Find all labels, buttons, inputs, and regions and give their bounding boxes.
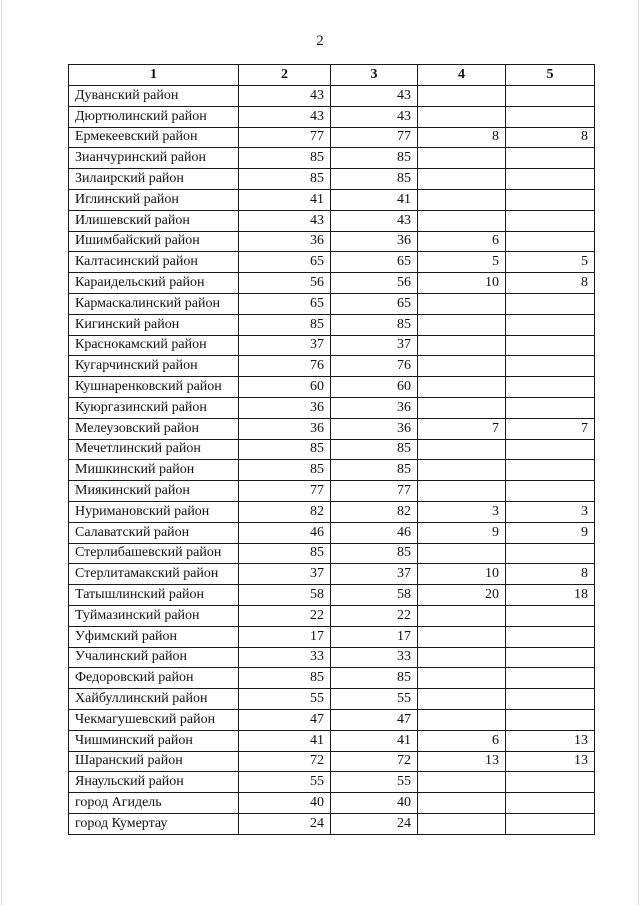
district-table — [68, 64, 595, 835]
table-row — [69, 210, 595, 231]
value-cell-col-4: 20 — [418, 585, 506, 606]
district-name-cell: Ишимбайский район — [69, 231, 239, 252]
value-cell-col-2: 85 — [239, 543, 331, 564]
district-name-cell: Учалинский район — [69, 647, 239, 668]
value-cell-col-3: 85 — [331, 460, 418, 481]
value-cell-col-3: 40 — [331, 793, 418, 814]
value-cell-col-5: 13 — [506, 751, 595, 772]
table-row — [69, 314, 595, 335]
value-cell-col-3: 77 — [331, 481, 418, 502]
value-cell-col-2: 47 — [239, 709, 331, 730]
value-cell-col-5: 5 — [506, 252, 595, 273]
value-cell-col-3: 33 — [331, 647, 418, 668]
value-cell-col-5 — [506, 189, 595, 210]
district-name-cell: Янаульский район — [69, 772, 239, 793]
table-row — [69, 418, 595, 439]
value-cell-col-2: 36 — [239, 397, 331, 418]
value-cell-col-2: 85 — [239, 439, 331, 460]
value-cell-col-2: 43 — [239, 106, 331, 127]
district-name-cell: Стерлитамакский район — [69, 564, 239, 585]
value-cell-col-4 — [418, 772, 506, 793]
value-cell-col-3: 41 — [331, 730, 418, 751]
value-cell-col-4 — [418, 377, 506, 398]
value-cell-col-3: 85 — [331, 439, 418, 460]
table-row — [69, 439, 595, 460]
value-cell-col-4 — [418, 813, 506, 834]
value-cell-col-2: 85 — [239, 314, 331, 335]
district-name-cell: Дуванский район — [69, 86, 239, 107]
value-cell-col-5 — [506, 793, 595, 814]
value-cell-col-5: 8 — [506, 127, 595, 148]
table-row — [69, 605, 595, 626]
table-row — [69, 189, 595, 210]
value-cell-col-2: 22 — [239, 605, 331, 626]
district-name-cell: Федоровский район — [69, 668, 239, 689]
value-cell-col-3: 77 — [331, 127, 418, 148]
district-name-cell: Шаранский район — [69, 751, 239, 772]
value-cell-col-4: 13 — [418, 751, 506, 772]
value-cell-col-2: 41 — [239, 189, 331, 210]
table-row — [69, 252, 595, 273]
value-cell-col-5 — [506, 543, 595, 564]
value-cell-col-4 — [418, 689, 506, 710]
value-cell-col-4: 3 — [418, 501, 506, 522]
district-name-cell: Мишкинский район — [69, 460, 239, 481]
value-cell-col-4 — [418, 626, 506, 647]
table-row — [69, 377, 595, 398]
scan-edge-left — [1, 0, 2, 905]
value-cell-col-3: 65 — [331, 252, 418, 273]
value-cell-col-2: 60 — [239, 377, 331, 398]
value-cell-col-4: 7 — [418, 418, 506, 439]
district-name-cell: Хайбуллинский район — [69, 689, 239, 710]
value-cell-col-4: 6 — [418, 231, 506, 252]
value-cell-col-3: 85 — [331, 543, 418, 564]
district-name-cell: Стерлибашевский район — [69, 543, 239, 564]
value-cell-col-5 — [506, 106, 595, 127]
value-cell-col-2: 77 — [239, 481, 331, 502]
value-cell-col-2: 43 — [239, 86, 331, 107]
table-row — [69, 772, 595, 793]
district-name-cell: Зилаирский район — [69, 169, 239, 190]
value-cell-col-2: 17 — [239, 626, 331, 647]
value-cell-col-5 — [506, 397, 595, 418]
value-cell-col-3: 36 — [331, 231, 418, 252]
value-cell-col-4: 6 — [418, 730, 506, 751]
table-body — [69, 86, 595, 835]
value-cell-col-2: 85 — [239, 148, 331, 169]
value-cell-col-4 — [418, 397, 506, 418]
table-row — [69, 585, 595, 606]
value-cell-col-2: 55 — [239, 772, 331, 793]
value-cell-col-5 — [506, 231, 595, 252]
district-name-cell: Туймазинский район — [69, 605, 239, 626]
value-cell-col-4 — [418, 668, 506, 689]
value-cell-col-5 — [506, 148, 595, 169]
value-cell-col-4 — [418, 356, 506, 377]
value-cell-col-2: 41 — [239, 730, 331, 751]
table-row — [69, 564, 595, 585]
district-name-cell: Краснокамский район — [69, 335, 239, 356]
table-row — [69, 335, 595, 356]
value-cell-col-5 — [506, 605, 595, 626]
district-name-cell: Дюртюлинский район — [69, 106, 239, 127]
district-name-cell: Илишевский район — [69, 210, 239, 231]
district-name-cell: город Агидель — [69, 793, 239, 814]
table-row — [69, 813, 595, 834]
district-name-cell: Чекмагушевский район — [69, 709, 239, 730]
district-name-cell: Уфимский район — [69, 626, 239, 647]
value-cell-col-5 — [506, 647, 595, 668]
value-cell-col-5: 8 — [506, 273, 595, 294]
district-name-cell: Зианчуринский район — [69, 148, 239, 169]
table-row — [69, 543, 595, 564]
value-cell-col-2: 65 — [239, 293, 331, 314]
value-cell-col-3: 43 — [331, 106, 418, 127]
value-cell-col-3: 55 — [331, 689, 418, 710]
value-cell-col-3: 36 — [331, 397, 418, 418]
value-cell-col-5 — [506, 377, 595, 398]
value-cell-col-5 — [506, 86, 595, 107]
column-header: 2 — [239, 65, 331, 86]
value-cell-col-5 — [506, 439, 595, 460]
table-row — [69, 460, 595, 481]
district-name-cell: Кигинский район — [69, 314, 239, 335]
value-cell-col-5 — [506, 709, 595, 730]
value-cell-col-5: 7 — [506, 418, 595, 439]
column-header: 1 — [69, 65, 239, 86]
value-cell-col-4 — [418, 709, 506, 730]
value-cell-col-2: 77 — [239, 127, 331, 148]
value-cell-col-5: 3 — [506, 501, 595, 522]
table-row — [69, 148, 595, 169]
value-cell-col-3: 36 — [331, 418, 418, 439]
value-cell-col-3: 22 — [331, 605, 418, 626]
value-cell-col-3: 85 — [331, 148, 418, 169]
value-cell-col-2: 85 — [239, 169, 331, 190]
value-cell-col-4 — [418, 460, 506, 481]
value-cell-col-3: 72 — [331, 751, 418, 772]
value-cell-col-5: 13 — [506, 730, 595, 751]
district-name-cell: Ермекеевский район — [69, 127, 239, 148]
page-number: 2 — [316, 33, 324, 49]
table-row — [69, 397, 595, 418]
value-cell-col-4 — [418, 481, 506, 502]
value-cell-col-4: 10 — [418, 273, 506, 294]
value-cell-col-3: 60 — [331, 377, 418, 398]
table-row — [69, 127, 595, 148]
value-cell-col-4 — [418, 605, 506, 626]
value-cell-col-4 — [418, 314, 506, 335]
value-cell-col-4 — [418, 293, 506, 314]
value-cell-col-5 — [506, 813, 595, 834]
table-row — [69, 356, 595, 377]
value-cell-col-4 — [418, 335, 506, 356]
value-cell-col-2: 65 — [239, 252, 331, 273]
district-name-cell: Кушнаренковский район — [69, 377, 239, 398]
value-cell-col-5 — [506, 772, 595, 793]
column-header: 4 — [418, 65, 506, 86]
table-row — [69, 626, 595, 647]
district-name-cell: Чишминский район — [69, 730, 239, 751]
value-cell-col-4 — [418, 169, 506, 190]
district-name-cell: Миякинский район — [69, 481, 239, 502]
table-row — [69, 751, 595, 772]
value-cell-col-2: 36 — [239, 231, 331, 252]
table-row — [69, 273, 595, 294]
value-cell-col-5 — [506, 668, 595, 689]
value-cell-col-5 — [506, 210, 595, 231]
value-cell-col-2: 43 — [239, 210, 331, 231]
value-cell-col-4: 9 — [418, 522, 506, 543]
value-cell-col-3: 43 — [331, 210, 418, 231]
value-cell-col-2: 36 — [239, 418, 331, 439]
value-cell-col-3: 85 — [331, 169, 418, 190]
value-cell-col-3: 47 — [331, 709, 418, 730]
district-name-cell: Мечетлинский район — [69, 439, 239, 460]
value-cell-col-3: 55 — [331, 772, 418, 793]
district-name-cell: Калтасинский район — [69, 252, 239, 273]
value-cell-col-4 — [418, 210, 506, 231]
district-name-cell: Куюргазинский район — [69, 397, 239, 418]
district-name-cell: Салаватский район — [69, 522, 239, 543]
district-name-cell: Караидельский район — [69, 273, 239, 294]
value-cell-col-4 — [418, 439, 506, 460]
value-cell-col-5 — [506, 356, 595, 377]
value-cell-col-2: 33 — [239, 647, 331, 668]
value-cell-col-3: 37 — [331, 335, 418, 356]
district-name-cell: Татышлинский район — [69, 585, 239, 606]
value-cell-col-5 — [506, 314, 595, 335]
value-cell-col-3: 65 — [331, 293, 418, 314]
district-name-cell: Кугарчинский район — [69, 356, 239, 377]
value-cell-col-3: 56 — [331, 273, 418, 294]
table-row — [69, 501, 595, 522]
table-row — [69, 730, 595, 751]
value-cell-col-4: 5 — [418, 252, 506, 273]
value-cell-col-3: 37 — [331, 564, 418, 585]
value-cell-col-5 — [506, 335, 595, 356]
value-cell-col-5 — [506, 460, 595, 481]
table-row — [69, 668, 595, 689]
table-row — [69, 793, 595, 814]
value-cell-col-2: 55 — [239, 689, 331, 710]
value-cell-col-5 — [506, 689, 595, 710]
value-cell-col-2: 85 — [239, 460, 331, 481]
value-cell-col-5 — [506, 481, 595, 502]
table-row — [69, 169, 595, 190]
table-row — [69, 522, 595, 543]
value-cell-col-4 — [418, 647, 506, 668]
value-cell-col-3: 46 — [331, 522, 418, 543]
value-cell-col-4 — [418, 793, 506, 814]
value-cell-col-4 — [418, 106, 506, 127]
district-name-cell: город Кумертау — [69, 813, 239, 834]
table-row — [69, 481, 595, 502]
district-name-cell: Нуримановский район — [69, 501, 239, 522]
table-row — [69, 86, 595, 107]
value-cell-col-3: 24 — [331, 813, 418, 834]
value-cell-col-3: 85 — [331, 314, 418, 335]
value-cell-col-2: 85 — [239, 668, 331, 689]
value-cell-col-2: 76 — [239, 356, 331, 377]
value-cell-col-5: 18 — [506, 585, 595, 606]
column-header: 5 — [506, 65, 595, 86]
district-name-cell: Кармаскалинский район — [69, 293, 239, 314]
value-cell-col-3: 17 — [331, 626, 418, 647]
table-row — [69, 647, 595, 668]
value-cell-col-5 — [506, 169, 595, 190]
value-cell-col-2: 82 — [239, 501, 331, 522]
value-cell-col-4 — [418, 543, 506, 564]
value-cell-col-5: 9 — [506, 522, 595, 543]
value-cell-col-3: 76 — [331, 356, 418, 377]
value-cell-col-4 — [418, 86, 506, 107]
value-cell-col-3: 43 — [331, 86, 418, 107]
district-name-cell: Иглинский район — [69, 189, 239, 210]
value-cell-col-3: 41 — [331, 189, 418, 210]
value-cell-col-5: 8 — [506, 564, 595, 585]
value-cell-col-2: 37 — [239, 564, 331, 585]
value-cell-col-2: 37 — [239, 335, 331, 356]
column-header: 3 — [331, 65, 418, 86]
value-cell-col-3: 58 — [331, 585, 418, 606]
value-cell-col-2: 40 — [239, 793, 331, 814]
district-name-cell: Мелеузовский район — [69, 418, 239, 439]
value-cell-col-4: 10 — [418, 564, 506, 585]
value-cell-col-4 — [418, 189, 506, 210]
table-row — [69, 293, 595, 314]
table-row — [69, 231, 595, 252]
scan-edge-right — [638, 0, 639, 905]
value-cell-col-3: 82 — [331, 501, 418, 522]
value-cell-col-4 — [418, 148, 506, 169]
value-cell-col-2: 72 — [239, 751, 331, 772]
value-cell-col-2: 56 — [239, 273, 331, 294]
table-row — [69, 106, 595, 127]
value-cell-col-5 — [506, 293, 595, 314]
table-row — [69, 689, 595, 710]
value-cell-col-5 — [506, 626, 595, 647]
table-row — [69, 709, 595, 730]
value-cell-col-2: 58 — [239, 585, 331, 606]
value-cell-col-2: 46 — [239, 522, 331, 543]
value-cell-col-4: 8 — [418, 127, 506, 148]
value-cell-col-2: 24 — [239, 813, 331, 834]
value-cell-col-3: 85 — [331, 668, 418, 689]
table-header-row — [69, 65, 595, 86]
